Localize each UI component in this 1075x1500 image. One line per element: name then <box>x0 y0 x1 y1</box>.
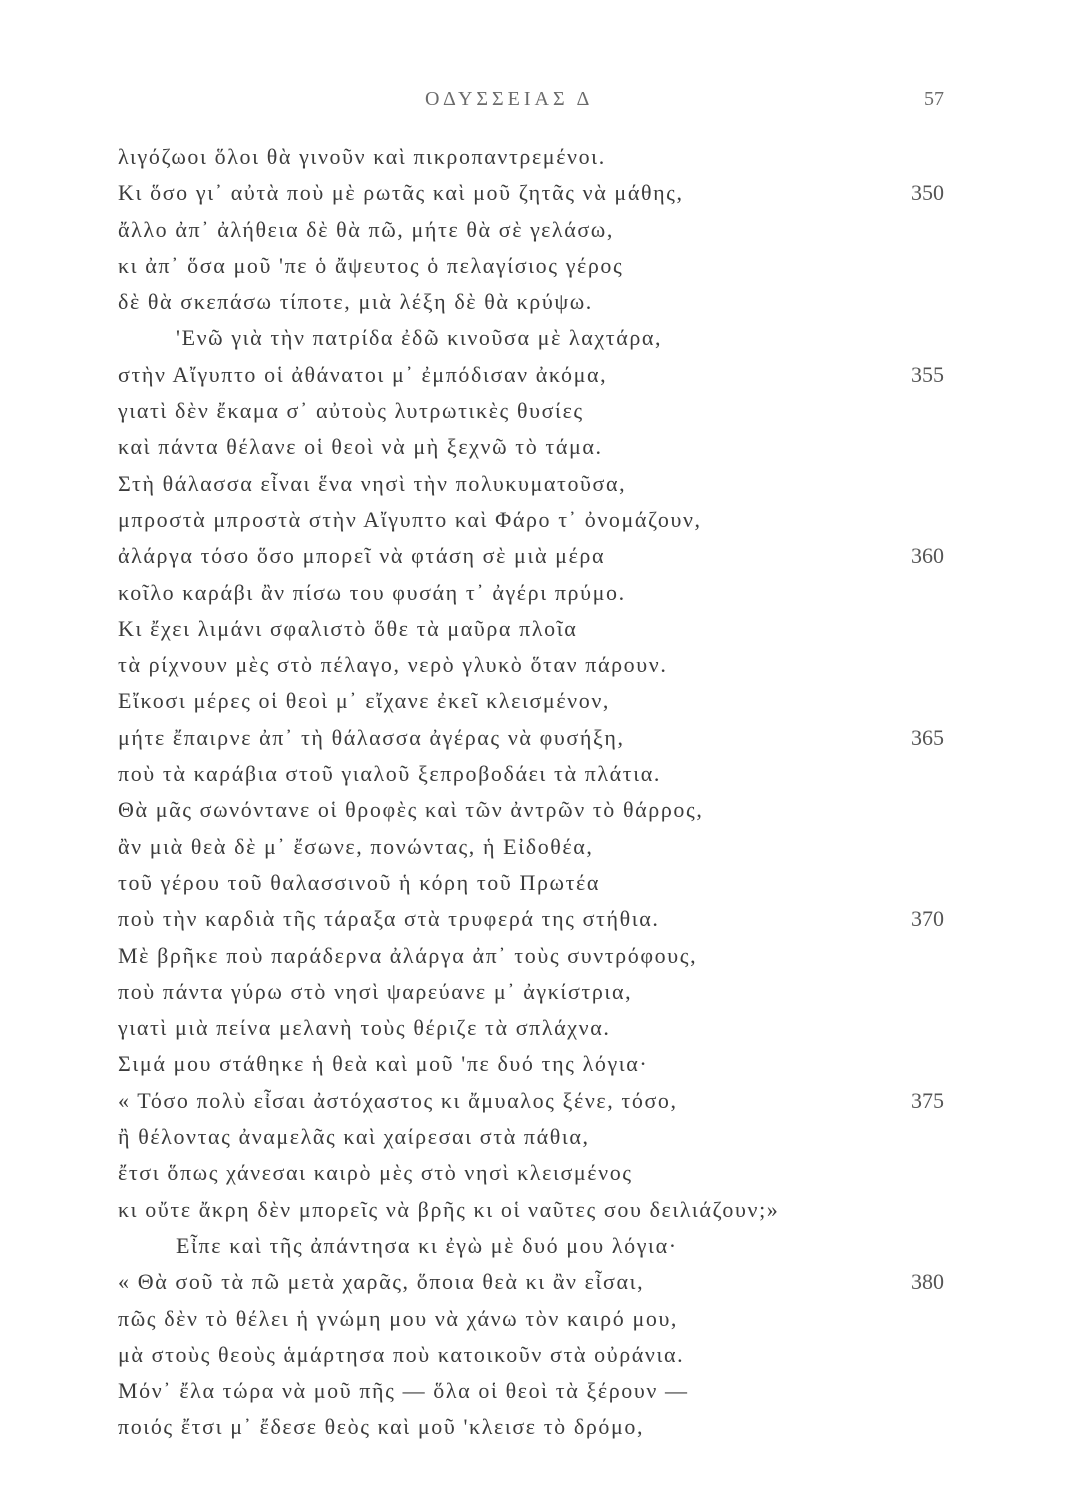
verse-line <box>0 1337 1075 1373</box>
verse-line <box>0 139 1075 175</box>
verse-text: κι οὔτε ἄκρη δὲν μπορεῖς νὰ βρῆς κι οἱ ναῦτες σου δειλιάζουν;» <box>118 1196 780 1222</box>
verse-line <box>0 429 1075 465</box>
verse-text: Στὴ θάλασσα εἶναι ἕνα νησὶ τὴν πολυκυματοῦσα, <box>118 470 627 496</box>
verse-line <box>0 320 1075 356</box>
verse-text: λιγόζωοι ὅλοι θὰ γινοῦν καὶ πικροπαντρεμένοι. <box>118 144 606 169</box>
verse-line <box>0 720 1075 756</box>
verse-text: « Τόσο πολὺ εἶσαι ἀστόχαστος κι ἄμυαλος ξένε, τόσο, <box>118 1087 678 1113</box>
page-number: 57 <box>924 88 944 110</box>
verse-line <box>0 575 1075 611</box>
verse-text: Σιμά μου στάθηκε ἡ θεὰ καὶ μοῦ 'πε δυό της λόγια· <box>118 1051 649 1077</box>
running-title: ΟΔΥΣΣΕΙΑΣ Δ <box>425 88 594 110</box>
verse-text: στὴν Αἴγυπτο οἱ ἀθάνατοι μ᾽ ἐμπόδισαν ἀκόμα, <box>118 361 608 387</box>
line-number: 380 <box>911 1269 944 1295</box>
verse-line <box>0 248 1075 284</box>
verse-text: ποὺ τὰ καράβια στοῦ γιαλοῦ ξεπροβοδάει τὰ πλάτια. <box>118 761 661 787</box>
verse-line <box>0 212 1075 248</box>
verse-line <box>0 901 1075 937</box>
verse-text: ποὺ τὴν καρδιὰ τῆς τάραξα στὰ τρυφερά της στήθια. <box>118 906 660 932</box>
verse-text: Μόν᾽ ἔλα τώρα νὰ μοῦ πῆς — ὅλα οἱ θεοὶ τὰ ξέρουν — <box>118 1378 689 1404</box>
verse-line <box>0 1192 1075 1228</box>
verse-line <box>0 1119 1075 1155</box>
line-number: 360 <box>911 543 944 569</box>
verse-text: τὰ ρίχνουν μὲς στὸ πέλαγο, νερὸ γλυκὸ ὅταν πάρουν. <box>118 652 668 678</box>
verse-line <box>0 1046 1075 1082</box>
verse-block <box>0 139 1075 1446</box>
verse-line <box>0 1228 1075 1264</box>
verse-line <box>0 1155 1075 1191</box>
verse-text: Κι ὅσο γι᾽ αὐτὰ ποὺ μὲ ρωτᾶς καὶ μοῦ ζητᾶς νὰ μάθης, <box>118 180 684 206</box>
verse-text: Κι ἔχει λιμάνι σφαλιστὸ ὅθε τὰ μαῦρα πλοῖα <box>118 615 578 641</box>
verse-line <box>0 284 1075 320</box>
verse-text: κοῖλο καράβι ἂν πίσω του φυσάη τ᾽ ἀγέρι πρύμο. <box>118 579 626 605</box>
verse-text: τοῦ γέρου τοῦ θαλασσινοῦ ἡ κόρη τοῦ Πρωτέα <box>118 869 601 895</box>
verse-text: κι ἀπ᾽ ὅσα μοῦ 'πε ὁ ἄψευτος ὁ πελαγίσιος γέρος <box>118 252 624 278</box>
verse-text: δὲ θὰ σκεπάσω τίποτε, μιὰ λέξη δὲ θὰ κρύψω. <box>118 289 593 315</box>
verse-text: « Θὰ σοῦ τὰ πῶ μετὰ χαρᾶς, ὅποια θεὰ κι ἂν εἶσαι, <box>118 1269 645 1295</box>
verse-line <box>0 1409 1075 1445</box>
verse-text: Θὰ μᾶς σωνόντανε οἱ θροφὲς καὶ τῶν ἀντρῶν τὸ θάρρος, <box>118 797 704 823</box>
verse-line <box>0 1010 1075 1046</box>
verse-text: μήτε ἔπαιρνε ἀπ᾽ τὴ θάλασσα ἀγέρας νὰ φυσήξη, <box>118 724 625 750</box>
verse-line <box>0 466 1075 502</box>
verse-line <box>0 647 1075 683</box>
running-head <box>0 88 1075 118</box>
verse-line <box>0 1264 1075 1300</box>
verse-text: μπροστὰ μπροστὰ στὴν Αἴγυπτο καὶ Φάρο τ᾽ ὀνομάζουν, <box>118 506 702 532</box>
verse-text: ποὺ πάντα γύρω στὸ νησὶ ψαρεύανε μ᾽ ἀγκίστρια, <box>118 978 633 1004</box>
verse-line <box>0 1373 1075 1409</box>
verse-line <box>0 393 1075 429</box>
verse-line <box>0 1301 1075 1337</box>
verse-text: 'Ενῶ γιὰ τὴν πατρίδα ἐδῶ κινοῦσα μὲ λαχτάρα, <box>176 325 663 351</box>
verse-line <box>0 938 1075 974</box>
verse-text: γιατὶ δὲν ἔκαμα σ᾽ αὐτοὺς λυτρωτικὲς θυσίες <box>118 398 584 424</box>
line-number: 365 <box>911 724 944 750</box>
verse-text: ἄλλο ἀπ᾽ ἀλήθεια δὲ θὰ πῶ, μήτε θὰ σὲ γελάσω, <box>118 216 614 242</box>
line-number: 350 <box>911 180 944 206</box>
verse-text: Μὲ βρῆκε ποὺ παράδερνα ἀλάργα ἀπ᾽ τοὺς συντρόφους, <box>118 942 698 968</box>
verse-text: Εἶπε καὶ τῆς ἀπάντησα κι ἐγὼ μὲ δυό μου λόγια· <box>176 1232 678 1258</box>
verse-line <box>0 829 1075 865</box>
verse-line <box>0 538 1075 574</box>
verse-text: γιατὶ μιὰ πείνα μελανὴ τοὺς θέριζε τὰ σπλάχνα. <box>118 1015 611 1041</box>
verse-text: ἀλάργα τόσο ὅσο μπορεῖ νὰ φτάση σὲ μιὰ μέρα <box>118 543 606 569</box>
verse-line <box>0 792 1075 828</box>
verse-line <box>0 974 1075 1010</box>
verse-line <box>0 865 1075 901</box>
verse-line <box>0 611 1075 647</box>
line-number: 370 <box>911 906 944 932</box>
verse-text: μὰ στοὺς θεοὺς ἁμάρτησα ποὺ κατοικοῦν στὰ οὐράνια. <box>118 1341 685 1367</box>
verse-text: καὶ πάντα θέλανε οἱ θεοὶ νὰ μὴ ξεχνῶ τὸ τάμα. <box>118 434 603 460</box>
verse-text: ἢ θέλοντας ἀναμελᾶς καὶ χαίρεσαι στὰ πάθια, <box>118 1124 590 1150</box>
line-number: 375 <box>911 1087 944 1113</box>
verse-line <box>0 683 1075 719</box>
verse-text: ἔτσι ὅπως χάνεσαι καιρὸ μὲς στὸ νησὶ κλεισμένος <box>118 1160 633 1186</box>
verse-line <box>0 756 1075 792</box>
verse-text: ποιός ἔτσι μ᾽ ἔδεσε θεὸς καὶ μοῦ 'κλεισε τὸ δρόμο, <box>118 1414 645 1440</box>
verse-text: ἂν μιὰ θεὰ δὲ μ᾽ ἔσωνε, πονώντας, ἡ Εἰδοθέα, <box>118 833 594 859</box>
verse-text: Εἴκοσι μέρες οἱ θεοὶ μ᾽ εἴχανε ἐκεῖ κλεισμένον, <box>118 688 610 714</box>
verse-line <box>0 357 1075 393</box>
verse-line <box>0 502 1075 538</box>
verse-text: πῶς δὲν τὸ θέλει ἡ γνώμη μου νὰ χάνω τὸν καιρό μου, <box>118 1305 679 1331</box>
verse-line <box>0 1083 1075 1119</box>
verse-line <box>0 175 1075 211</box>
line-number: 355 <box>911 361 944 387</box>
